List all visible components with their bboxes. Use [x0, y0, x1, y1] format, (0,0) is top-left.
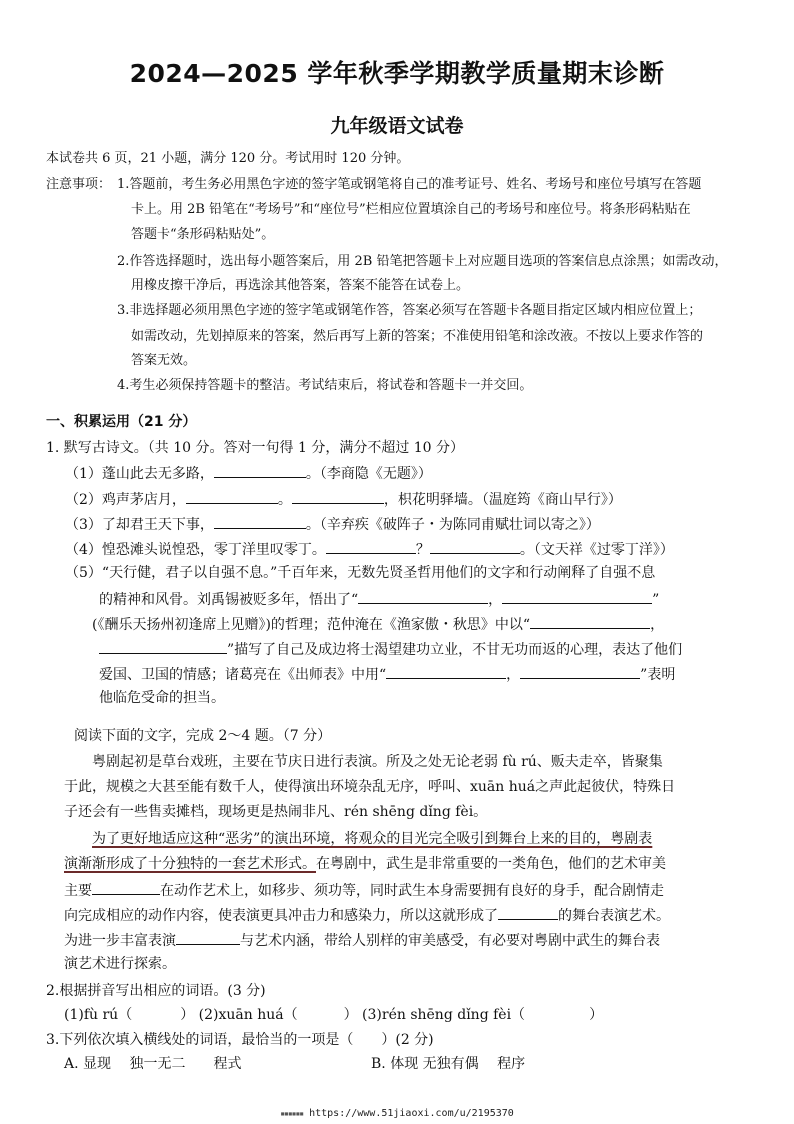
- question-1-item-4: （4）惶恐滩头说惶恐，零丁洋里叹零丁。 ？ 。（文天祥《过零丁洋》）: [65, 539, 674, 559]
- notice-line: 1.答题前，考生务必用黑色字迹的签字笔或钢笔将自己的准考证号、姓名、考场号和座位号填写在答题: [117, 177, 702, 192]
- question-1-item-5-line: 的精神和风骨。刘禹锡被贬多年，悟出了“ ， ”: [99, 589, 659, 609]
- answer-blank[interactable]: [530, 614, 650, 629]
- reading-paragraph-line: 演渐渐形成了十分独特的一套艺术形式。在粤剧中，武生是非常重要的一类角色，他们的艺术审美: [64, 856, 666, 872]
- notice-line: 3.非选择题必须用黑色字迹的签字笔或钢笔作答，答案必须写在答题卡各题目指定区域内相应位置上；: [117, 303, 702, 318]
- answer-blank[interactable]: [358, 589, 488, 604]
- answer-blank[interactable]: [214, 514, 306, 529]
- answer-blank[interactable]: [92, 880, 160, 895]
- notice-line: 答题卡“条形码粘贴处”。: [131, 227, 275, 242]
- question-1-item-5-line: 爱国、卫国的情感；诸葛亮在《出师表》中用“ ， ”表明: [99, 664, 675, 684]
- question-1-item-5-line: ”描写了自己及成边将士渴望建功立业，不甘无功而返的心理，表达了他们: [99, 639, 682, 659]
- reading-paragraph-line: 子还会有一些售卖摊档，现场更是热闹非凡、rén shēng dǐng fèi。: [64, 804, 488, 820]
- reading-paragraph-line: 为进一步丰富表演 与艺术内涵，带给人别样的审美感受，有必要对粤剧中武生的舞台表: [64, 930, 660, 950]
- answer-blank[interactable]: [502, 589, 652, 604]
- answer-blank[interactable]: [498, 905, 558, 920]
- question-3-stem: 3.下列依次填入横线处的词语，最恰当的一项是（ ）(2 分): [46, 1032, 434, 1048]
- option-a[interactable]: A. 显现 独一无二 程式: [64, 1056, 242, 1072]
- question-2-stem: 2.根据拼音写出相应的词语。(3 分): [46, 983, 266, 999]
- section-heading: 一、积累运用（21 分）: [46, 414, 197, 430]
- question-1-item-5: （5）“天行健，君子以自强不息。”千百年来，无数先贤圣哲用他们的文字和行动阐释了自强不息: [65, 565, 656, 581]
- answer-blank[interactable]: [386, 664, 506, 679]
- underlined-sentence: 为了更好地适应这种“恶劣”的演出环境，将观众的目光完全吸引到舞台上来的目的，粤剧表: [92, 831, 653, 847]
- answer-blank[interactable]: [326, 539, 416, 554]
- question-1-stem: 1. 默写古诗文。（共 10 分。答对一句得 1 分，满分不超过 10 分）: [46, 440, 465, 456]
- option-b[interactable]: B. 体现 无独有偶 程序: [371, 1056, 526, 1072]
- question-1-item-1: （1）蓬山此去无多路， 。（李商隐《无题》）: [65, 463, 432, 483]
- answer-blank[interactable]: [214, 463, 306, 478]
- notice-line: 答案无效。: [131, 353, 197, 368]
- question-2-answers: (1)fù rú（ ） (2)xuān huá（ ） (3)rén shēng dǐng fèi（ ）: [64, 1007, 604, 1023]
- answer-blank[interactable]: [99, 639, 227, 654]
- notice-line: 2.作答选择题时，选出每小题答案后，用 2B 铅笔把答题卡上对应题目选项的答案信息点涂黑；如需改动，: [117, 254, 728, 269]
- question-1-item-5-line: 他临危受命的担当。: [99, 690, 225, 706]
- question-1-item-3: （3）了却君王天下事， 。（辛弃疾《破阵子・为陈同甫赋壮词以寄之》）: [65, 514, 600, 534]
- exam-intro: 本试卷共 6 页，21 小题，满分 120 分。考试用时 120 分钟。: [46, 151, 410, 166]
- answer-blank[interactable]: [520, 664, 640, 679]
- reading-paragraph-line: 于此，规模之大甚至能有数千人，使得演出环境杂乱无序，呼叫、xuān huá之声此起彼伏，特殊日: [64, 779, 676, 795]
- reading-paragraph-line: [92, 830, 652, 848]
- reading-paragraph-line: 演艺术进行探索。: [64, 956, 176, 972]
- page-footer: [0, 1108, 794, 1119]
- exam-title: 2024—2025 学年秋季学期教学质量期末诊断: [129, 59, 665, 88]
- notice-line: 4.考生必须保持答题卡的整洁。考试结束后，将试卷和答题卡一并交回。: [117, 378, 533, 393]
- notice-line: 卡上。用 2B 铅笔在“考场号”和“座位号”栏相应位置填涂自己的考场号和座位号。将条形码粘贴在: [131, 202, 691, 217]
- notice-line: 用橡皮擦干净后，再选涂其他答案，答案不能答在试卷上。: [131, 278, 470, 293]
- answer-blank[interactable]: [430, 539, 520, 554]
- underlined-sentence: 演渐渐形成了十分独特的一套艺术形式。: [64, 856, 316, 872]
- notice-line: 如需改动，先划掉原来的答案，然后再写上新的答案；不准使用铅笔和涂改液。不按以上要求作答的: [131, 329, 704, 344]
- answer-blank[interactable]: [186, 489, 278, 504]
- notice-label: 注意事项：: [46, 177, 112, 192]
- answer-blank[interactable]: [292, 489, 384, 504]
- site-logo: ▪▪▪▪▪▪: [280, 1109, 304, 1118]
- question-1-item-2: （2）鸡声茅店月， 。 ，枳花明驿墙。（温庭筠《商山早行》）: [65, 489, 622, 509]
- question-1-item-5-line: (《酬乐天扬州初逢席上见赠》)的哲理；范仲淹在《渔家傲・秋思》中以“ ，: [92, 614, 664, 634]
- reading-paragraph-line: 粤剧起初是草台戏班，主要在节庆日进行表演。所及之处无论老弱 fù rú、贩夫走卒，皆聚集: [92, 754, 663, 770]
- footer-url[interactable]: https://www.51jiaoxi.com/u/2195370: [309, 1108, 514, 1119]
- exam-subtitle: 九年级语文试卷: [330, 115, 464, 137]
- reading-paragraph-line: 向完成相应的动作内容，使表演更具冲击力和感染力，所以这就形成了 的舞台表演艺术。: [64, 905, 670, 925]
- reading-paragraph-line: 主要 在动作艺术上，如移步、须功等，同时武生本身需要拥有良好的身手，配合剧情走: [64, 880, 664, 900]
- answer-blank[interactable]: [176, 930, 240, 945]
- reading-intro: 阅读下面的文字，完成 2～4 题。（7 分）: [74, 728, 332, 744]
